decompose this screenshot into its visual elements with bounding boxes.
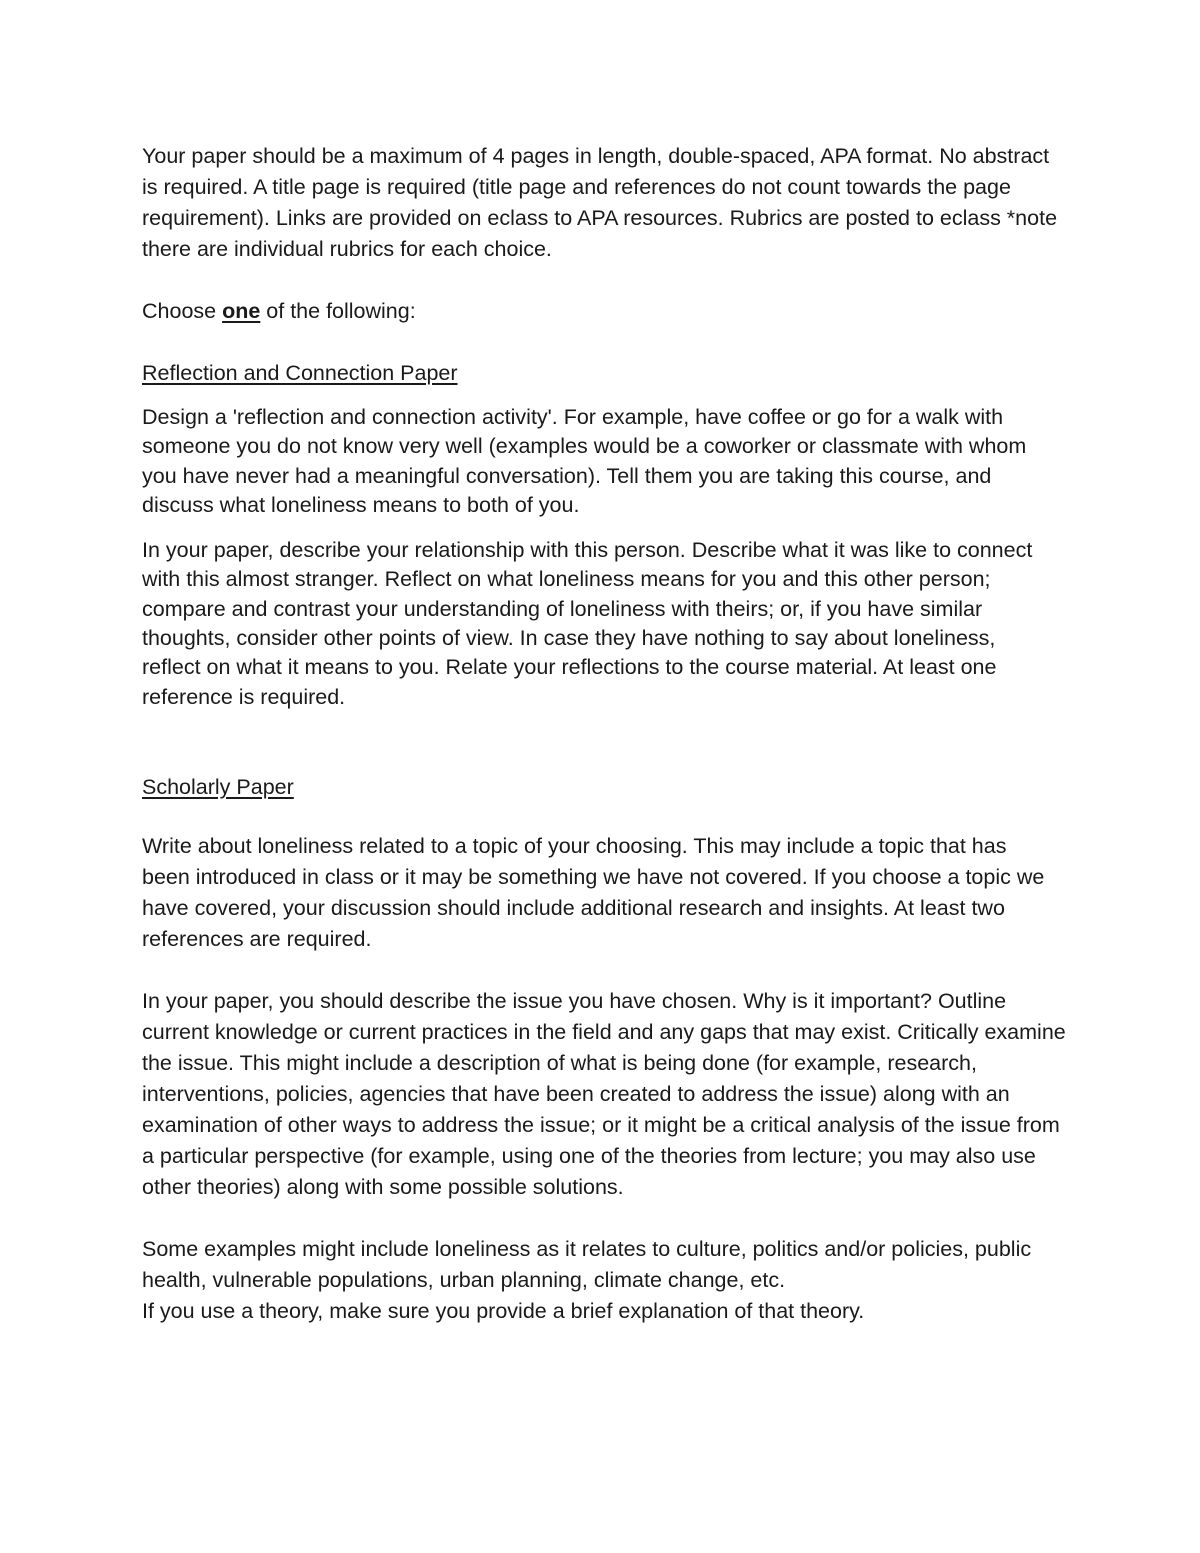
- scholarly-paragraph-1: Write about loneliness related to a topic of your choosing. This may include a topic that has been introduced in class or it may be something we have not covered. If you choose a topic we have covered, your discussion should include additional research and insights. At least two references are required.: [142, 833, 1045, 951]
- reflection-paragraph-2: In your paper, describe your relationship with this person. Describe what it was like to connect with this almost stranger. Reflect on what loneliness means for you and this other person; compare and contrast your understanding of loneliness with theirs; or, if you have similar thoughts, consider other points of view. In case they have nothing to say about loneliness, reflect on what it means to you. Relate your reflections to the course material. At least one reference is required.: [142, 538, 1033, 709]
- reflection-paragraph-1: Design a 'reflection and connection activity'. For example, have coffee or go for a walk with someone you do not know very well (examples would be a coworker or classmate with whom you have never had a meaningful conversation). Tell them you are taking this course, and discuss what loneliness means to both of you.: [142, 405, 1027, 517]
- choose-instruction: [142, 296, 1072, 327]
- scholarly-heading: Scholarly Paper: [142, 774, 294, 799]
- scholarly-paragraph-4: If you use a theory, make sure you provide a brief explanation of that theory.: [142, 1298, 865, 1323]
- scholarly-paragraph-2: In your paper, you should describe the issue you have chosen. Why is it important? Outline current knowledge or current practices in the field and any gaps that may exist. Critically examine the issue. This might include a description of what is being done (for example, research, interventions, policies, agencies that have been created to address the issue) along with an examination of other ways to address the issue; or it might be a critical analysis of the issue from a particular perspective (for example, using one of the theories from lecture; you may also use other theories) along with some possible solutions.: [142, 988, 1066, 1199]
- reflection-heading: Reflection and Connection Paper: [142, 361, 458, 385]
- choose-text-after: of the following:: [260, 299, 416, 323]
- choose-text-before: Choose: [142, 299, 223, 323]
- scholarly-paragraph-3: Some examples might include loneliness as it relates to culture, politics and/or policies, public health, vulnerable populations, urban planning, climate change, etc.: [142, 1236, 1032, 1292]
- intro-paragraph: Your paper should be a maximum of 4 pages in length, double-spaced, APA format. No abstract is required. A title page is required (title page and references do not count towards the page requirement). Links are provided on eclass to APA resources. Rubrics are posted to eclass *note there are individual rubrics for each choice.: [142, 144, 1058, 261]
- choose-emphasis: one: [222, 299, 261, 323]
- document-body: [142, 141, 1072, 1327]
